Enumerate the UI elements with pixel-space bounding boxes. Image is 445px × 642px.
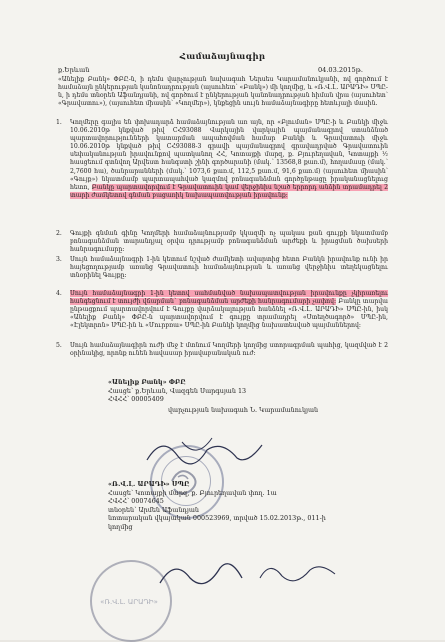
company-signature xyxy=(150,548,350,598)
party-bank-hvhh: ՀՎՀՀ՝ 00005409 xyxy=(108,395,164,403)
party-company-block xyxy=(108,480,338,531)
document-city: ք.Երևան xyxy=(58,66,90,74)
party-company-name: «Ռ.Վ.Լ. ԱՐԱԴԻ» ՍՊԸ xyxy=(108,480,190,488)
party-company-address: Հասցե՝ Կոտայքի մարզ, ք. Բյուրեղավան փող. 1ա xyxy=(108,488,277,497)
clause-number: 5. xyxy=(56,342,62,349)
clause-number: 1. xyxy=(56,119,62,126)
clause-number: 4. xyxy=(56,290,62,297)
bank-signature xyxy=(142,430,272,470)
clause-highlight: Բանկը պարտավորվում է Գրավատուին կամ վերջինիս նշած երրորդ անձին տրամադրել 2 տարի ժամկետով գնման բացառիկ նախապատվության իրավունք: xyxy=(70,183,388,199)
stamp-text: «Ռ.Վ.Լ. ԱՐԱԴԻ» xyxy=(100,598,158,606)
clause-4 xyxy=(58,290,388,330)
clause-text: Գույքի գնման գինը Կողմերի համաձայնությամբ կկազմի ոչ պակաս քան գույքի նկատմամբ բոնագանձման տարանդյալ օրվա դրությամբ բոնագանձման արժեքի և իրացման ծախսերի հանրագումարը: xyxy=(70,230,388,254)
clause-text: Սույն համաձայնագրի 1-ին կետում նշված ժամկետի ավարտից հետո Բանկն իրավունք ունի իր հայեցողությամբ առանց Գրավատուի համաձայնության և առանց վերջինիս տեղեկացնելու տնօրինել Գույքը: xyxy=(70,256,388,280)
clause-text xyxy=(70,290,388,330)
party-bank-name: «Անելիք Բանկ» ՓԲԸ xyxy=(108,378,186,386)
party-bank-block xyxy=(108,378,318,414)
party-company-hvhh: ՀՎՀՀ՝ 00074645 xyxy=(108,497,164,505)
clause-3 xyxy=(58,256,388,280)
party-company-registry: նոտարական վկայական 000523969, տրված 15.02.2013թ., 011-ի կողմից xyxy=(108,514,326,531)
party-bank-signer: վարչության նախագահ Ն. Կարամանուկյան xyxy=(168,405,319,414)
clause-highlight: Սույն համաձայնագրի 1-ին կետով սահմանված նախապատվության իրավունքը չկիրառելու հանգեցնում է տույժի վճարման` բոնագանձման արժեքի հանրագումարի չափով: xyxy=(70,290,388,306)
document-intro: «Անելիք Բանկ» ՓԲԸ-ն, ի դեմս վարչության նախագահ Ներսես Կարամանուկյանի, ով գործում է համաձայն ընկերության կանոնադրության (այսուհետ՝ «Բանկ») մի կողմից, և «Ռ.Վ.Լ. ԱՐԱԴԻ» ՍՊԸ-ն, ի դեմս տնօրեն Աֆանդյանի, ով գործում է ընկերության կանոնադրության հիման վրա (այսուհետ՝ «Գրավատու»), (այսուհետ միասին՝ «Կողմեր»), կնքեցին սույն համաձայնագիրը հետևյալի մասին. xyxy=(58,76,388,108)
clause-text: Սույն համաձայնագիրն ուժի մեջ է մտնում Կողմերի կողմից ստորագրման պահից, կազմված է 2 օրինակից, որոնք ունեն հավասար իրավաբանական ուժ: xyxy=(70,342,388,358)
clause-number: 3. xyxy=(56,256,62,263)
document-date: 04.03.2015թ. xyxy=(317,66,363,74)
clause-body: Կողմերը գալիս են փոխադարձ համաձայնության առ այն, որ «Բլուման» ՍՊԸ-ի և Բանկի միջև 10.06.2010թ կնքված թիվ CՀ93088 Վարկային վարկային պայմանագրով ստանձնած պարտավորությունների կատարման ապահովման համար Բանկի և Գրավատուի միջև 10.06.2010թ կնքված թիվ CՀ93088-3 գրավի պայմանագրով գրավադրված Գրավատուին սեփականության իրավունքով պատկանող ՀՀ, Կոտայքի մարզ, ք. Բյուրեղավան, Կոտայքի ½ հասցեում գտնվող Արվեստ հանգստի շինի գործարանի (մակ.՝ 13568,8 քառ.մ), հողամասը (մակ.՝ 2,7600 հա), ծանրարանների (մակ.՝ 1073,6 քառ.մ, 112,5 քառ.մ, 91,6 քառ.մ) (այսուհետ միասին՝ «Գույք») նկատմամբ պարտապահված կազմով բոնագանձման գործընթացը իրականացնելուց հետո, xyxy=(70,119,388,191)
document-title: Համաձայնագիր xyxy=(179,52,266,62)
clause-text xyxy=(70,119,388,200)
party-bank-address: Հասցե՝ ք.Երևան, Վազգեն Սարգսյան 13 xyxy=(108,386,247,395)
clause-5 xyxy=(58,342,388,358)
clause-body: Բանկը տարվա ընթացքում պարտավորվում է Գույքը վարձակալության հանձնել «Ռ.Վ.Լ. ԱՐԱԴԻ» ՍՊԸ-ին, իսկ «Անելիք Բանկ» ՓԲԸ-ն պարտավորվում է գույքը տրամադրել «Ստեղծագործ» ՍՊԸ-ին, «Էլեկտրոն» ՍՊԸ-ին և «Մուրբռա» ՍՊԸ-ին Բանկի կողմից նախատեսված պայմաններով: xyxy=(70,298,388,330)
party-company-signer: տնօրեն՝ Արմեն Աֆանդյան xyxy=(108,505,199,514)
clause-1 xyxy=(58,119,388,200)
clause-number: 2. xyxy=(56,230,62,237)
clause-2 xyxy=(58,230,388,254)
